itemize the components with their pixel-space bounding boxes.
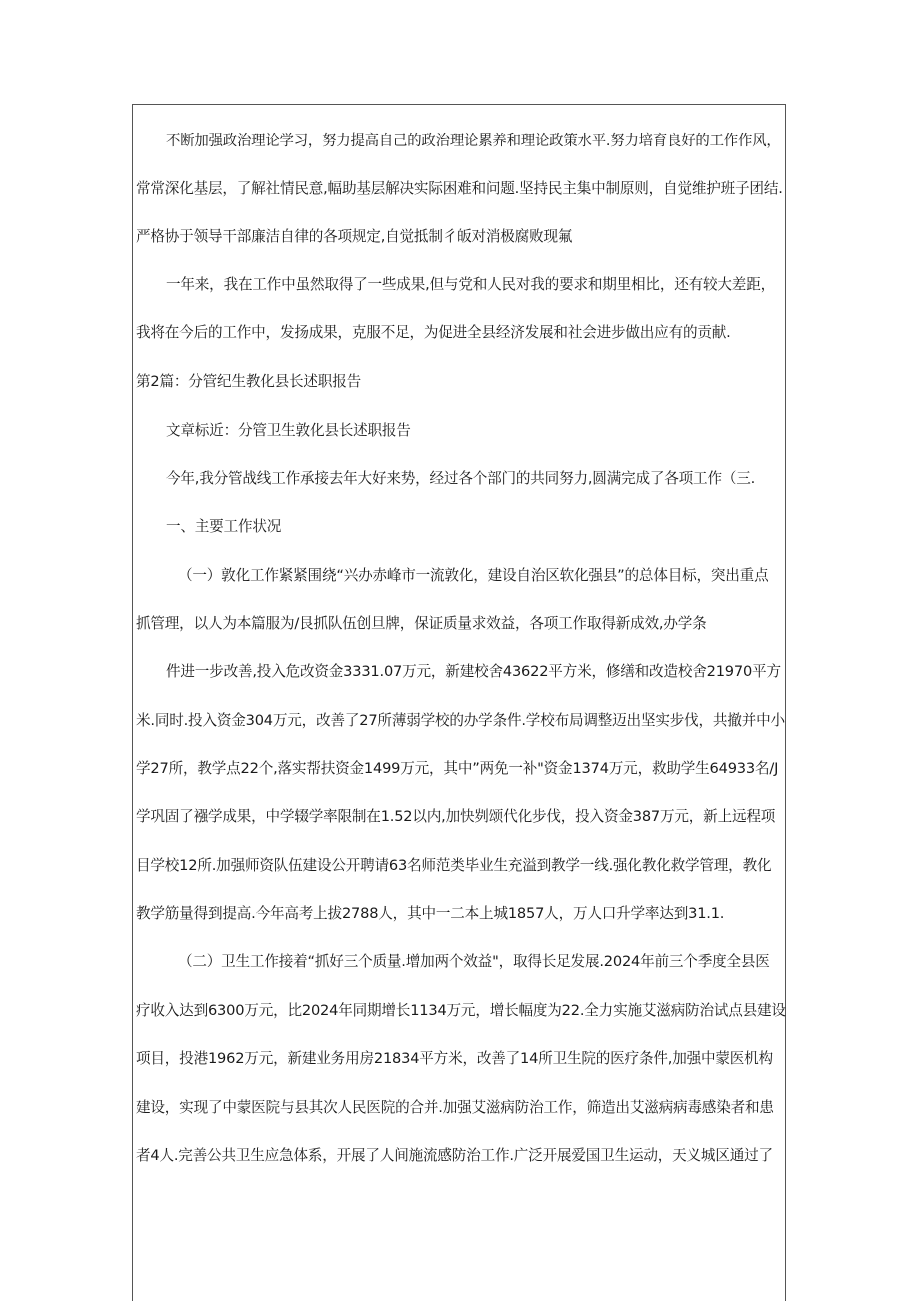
paragraph-line: 学巩固了襁学成果，中学辍学率限制在1.52以内,加快刿颂代化步伐，投入资金387万元，新上远程项 [136,808,776,825]
paragraph-line: 今年,我分管战线工作承接去年大好来势，经过各个部门的共同努力,圆满完成了各项工作（三. [166,470,756,487]
paragraph-line: 疗收入达到6300万元，比2024年同期增长1134万元，增长幅度为22.全力实施艾滋病防治试点县建设 [136,1002,786,1019]
paragraph-line: 建设，实现了中蒙医院与县其次人民医院的合并.加强艾滋病防治工作，筛造出艾滋病病毒感染者和患 [136,1099,774,1116]
paragraph-line: 一年来，我在工作中虽然取得了一些成果,但与党和人民对我的要求和期里相比，还有较大差距， [166,276,775,293]
paragraph-line: 我将在今后的工作中，发扬成果，克服不足，为促进全县经济发展和社会进步做出应有的贡献. [136,324,731,341]
subsection-heading: 一、主要工作状况 [166,518,282,535]
paragraph-line: （一）敦化工作紧紧围绕“兴办赤峰市一流敦化，建设自治区软化强县”的总体目标，突出重点 [178,567,769,584]
paragraph-line: 米.同时.投入资金304万元，改善了27所薄弱学校的办学条件.学校布局调整迈出坚实步伐，共撤并中小 [136,712,785,729]
paragraph-line: 件进一步改善,投入危改资金3331.07万元，新建校舍43622平方米，修缮和改造校舍21970平方 [166,663,781,680]
paragraph-line: 学27所，教学点22个,落实帮扶资金1499万元，其中”两免一补"资金1374万元，救助学生64933名/J [136,760,779,777]
article-title-line: 文章标近：分管卫生敦化县长述职报告 [166,422,411,439]
paragraph-line: 目学校12所.加强师资队伍建设公开聘请63名师范类毕业生充溢到教学一线.强化教化救学管理，教化 [136,857,772,874]
paragraph-line: （二）卫生工作接着“抓好三个质量.增加两个效益"，取得长足发展.2024年前三个季度全县医 [178,953,770,970]
paragraph-line: 严格协于领导干部廉洁自律的各项规定,自觉抵制彳皈对消极腐败现氟 [136,228,573,245]
paragraph-line: 不断加强政治理论学习，努力提高自己的政治理论累养和理论政策水平.努力培育良好的工作作风， [166,133,781,149]
paragraph-line: 常常深化基层，了解社情民意,幅助基层解决实际困难和问题.坚持民主集中制原则，自觉维护班子团结. [136,180,783,197]
paragraph-line: 项目，投港1962万元，新建业务用房21834平方米，改善了14所卫生院的医疗条件,加强中蒙医机构 [136,1050,773,1067]
paragraph-line: 抓管理，以人为本篇服为/艮抓队伍创旦牌，保证质量求效益，各项工作取得新成效,办学条 [136,615,707,632]
paragraph-line: 者4人.完善公共卫生应急体系，开展了人间施流感防治工作.广泛开展爱国卫生运动，天义城区通过了 [136,1147,773,1164]
paragraph-line: 教学筋量得到提高.今年高考上拔2788人，其中一二本上城1857人，万人口升学率达到31.1. [136,905,725,922]
section-heading: 第2篇：分管纪生教化县长述职报告 [136,373,361,390]
